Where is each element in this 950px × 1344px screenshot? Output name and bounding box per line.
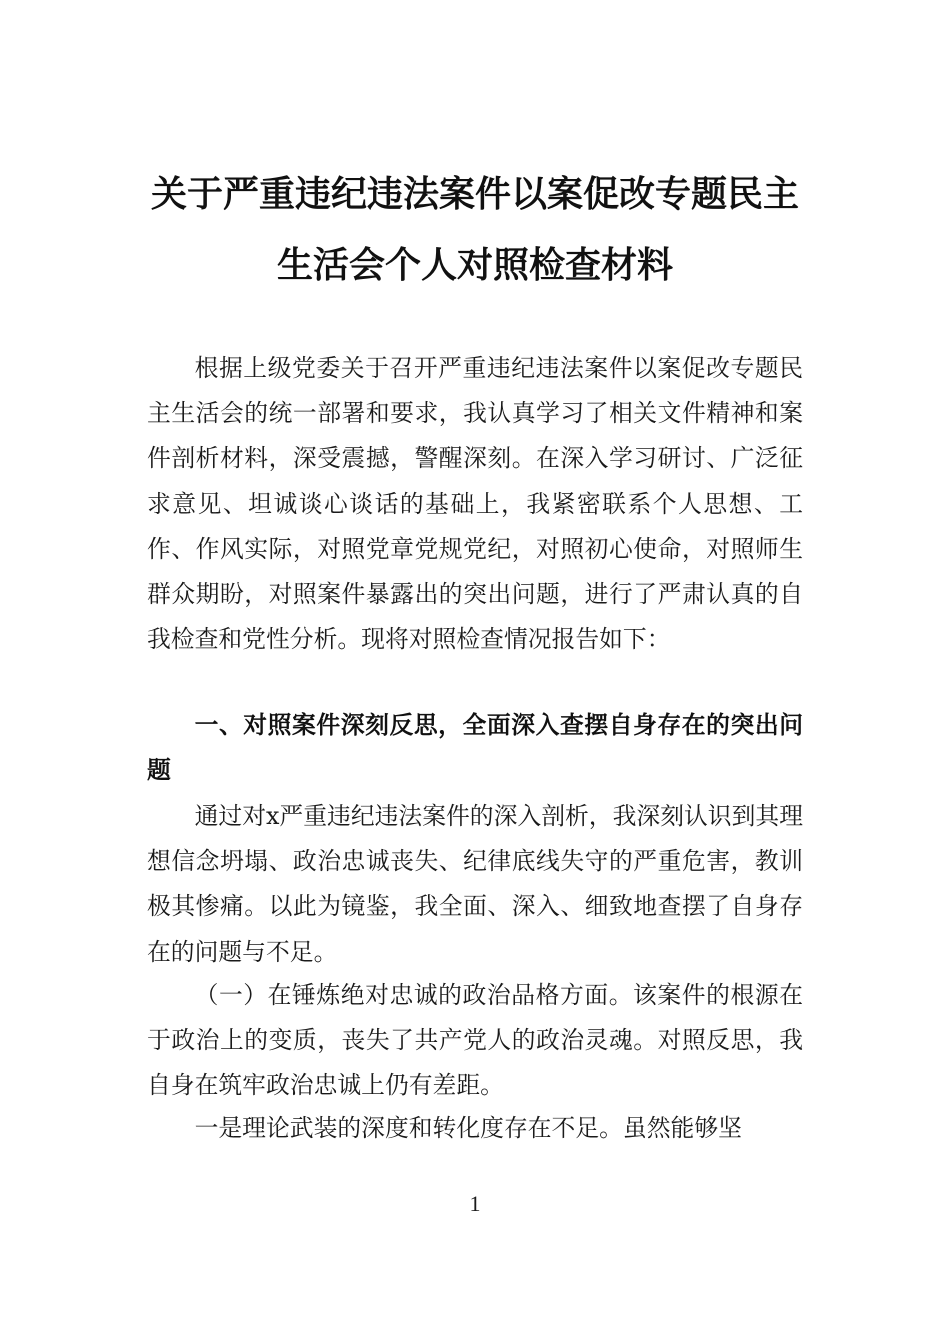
point-1-paragraph: 一是理论武装的深度和转化度存在不足。虽然能够坚 xyxy=(194,1114,742,1142)
subsection-1-paragraph: （一）在锤炼绝对忠诚的政治品格方面。该案件的根源在于政治上的变质，丧失了共产党人的政治灵魂。对照反思，我自身在筑牢政治忠诚上仍有差距。 xyxy=(147,981,803,1100)
document-title-line-1: 关于严重违纪违法案件以案促改专题民主 xyxy=(150,173,799,215)
document-title-line-2: 生活会个人对照检查材料 xyxy=(276,244,673,286)
section-1-intro-paragraph: 通过对x严重违纪违法案件的深入剖析，我深刻认识到其理想信念坍塌、政治忠诚丧失、纪律底线失守的严重危害，教训极其惨痛。以此为镜鉴，我全面、深入、细致地查摆了自身存在的问题与不足。 xyxy=(147,802,803,966)
page-number: 1 xyxy=(469,1191,481,1216)
section-heading-1: 一、对照案件深刻反思，全面深入查摆自身存在的突出问题 xyxy=(147,711,803,785)
intro-paragraph: 根据上级党委关于召开严重违纪违法案件以案促改专题民主生活会的统一部署和要求，我认真学习了相关文件精神和案件剖析材料，深受震撼，警醒深刻。在深入学习研讨、广泛征求意见、坦诚谈心谈话的基础上，我紧密联系个人思想、工作、作风实际，对照党章党规党纪，对照初心使命，对照师生群众期盼，对照案件暴露出的突出问题，进行了严肃认真的自我检查和党性分析。现将对照检查情况报告如下： xyxy=(147,354,803,654)
